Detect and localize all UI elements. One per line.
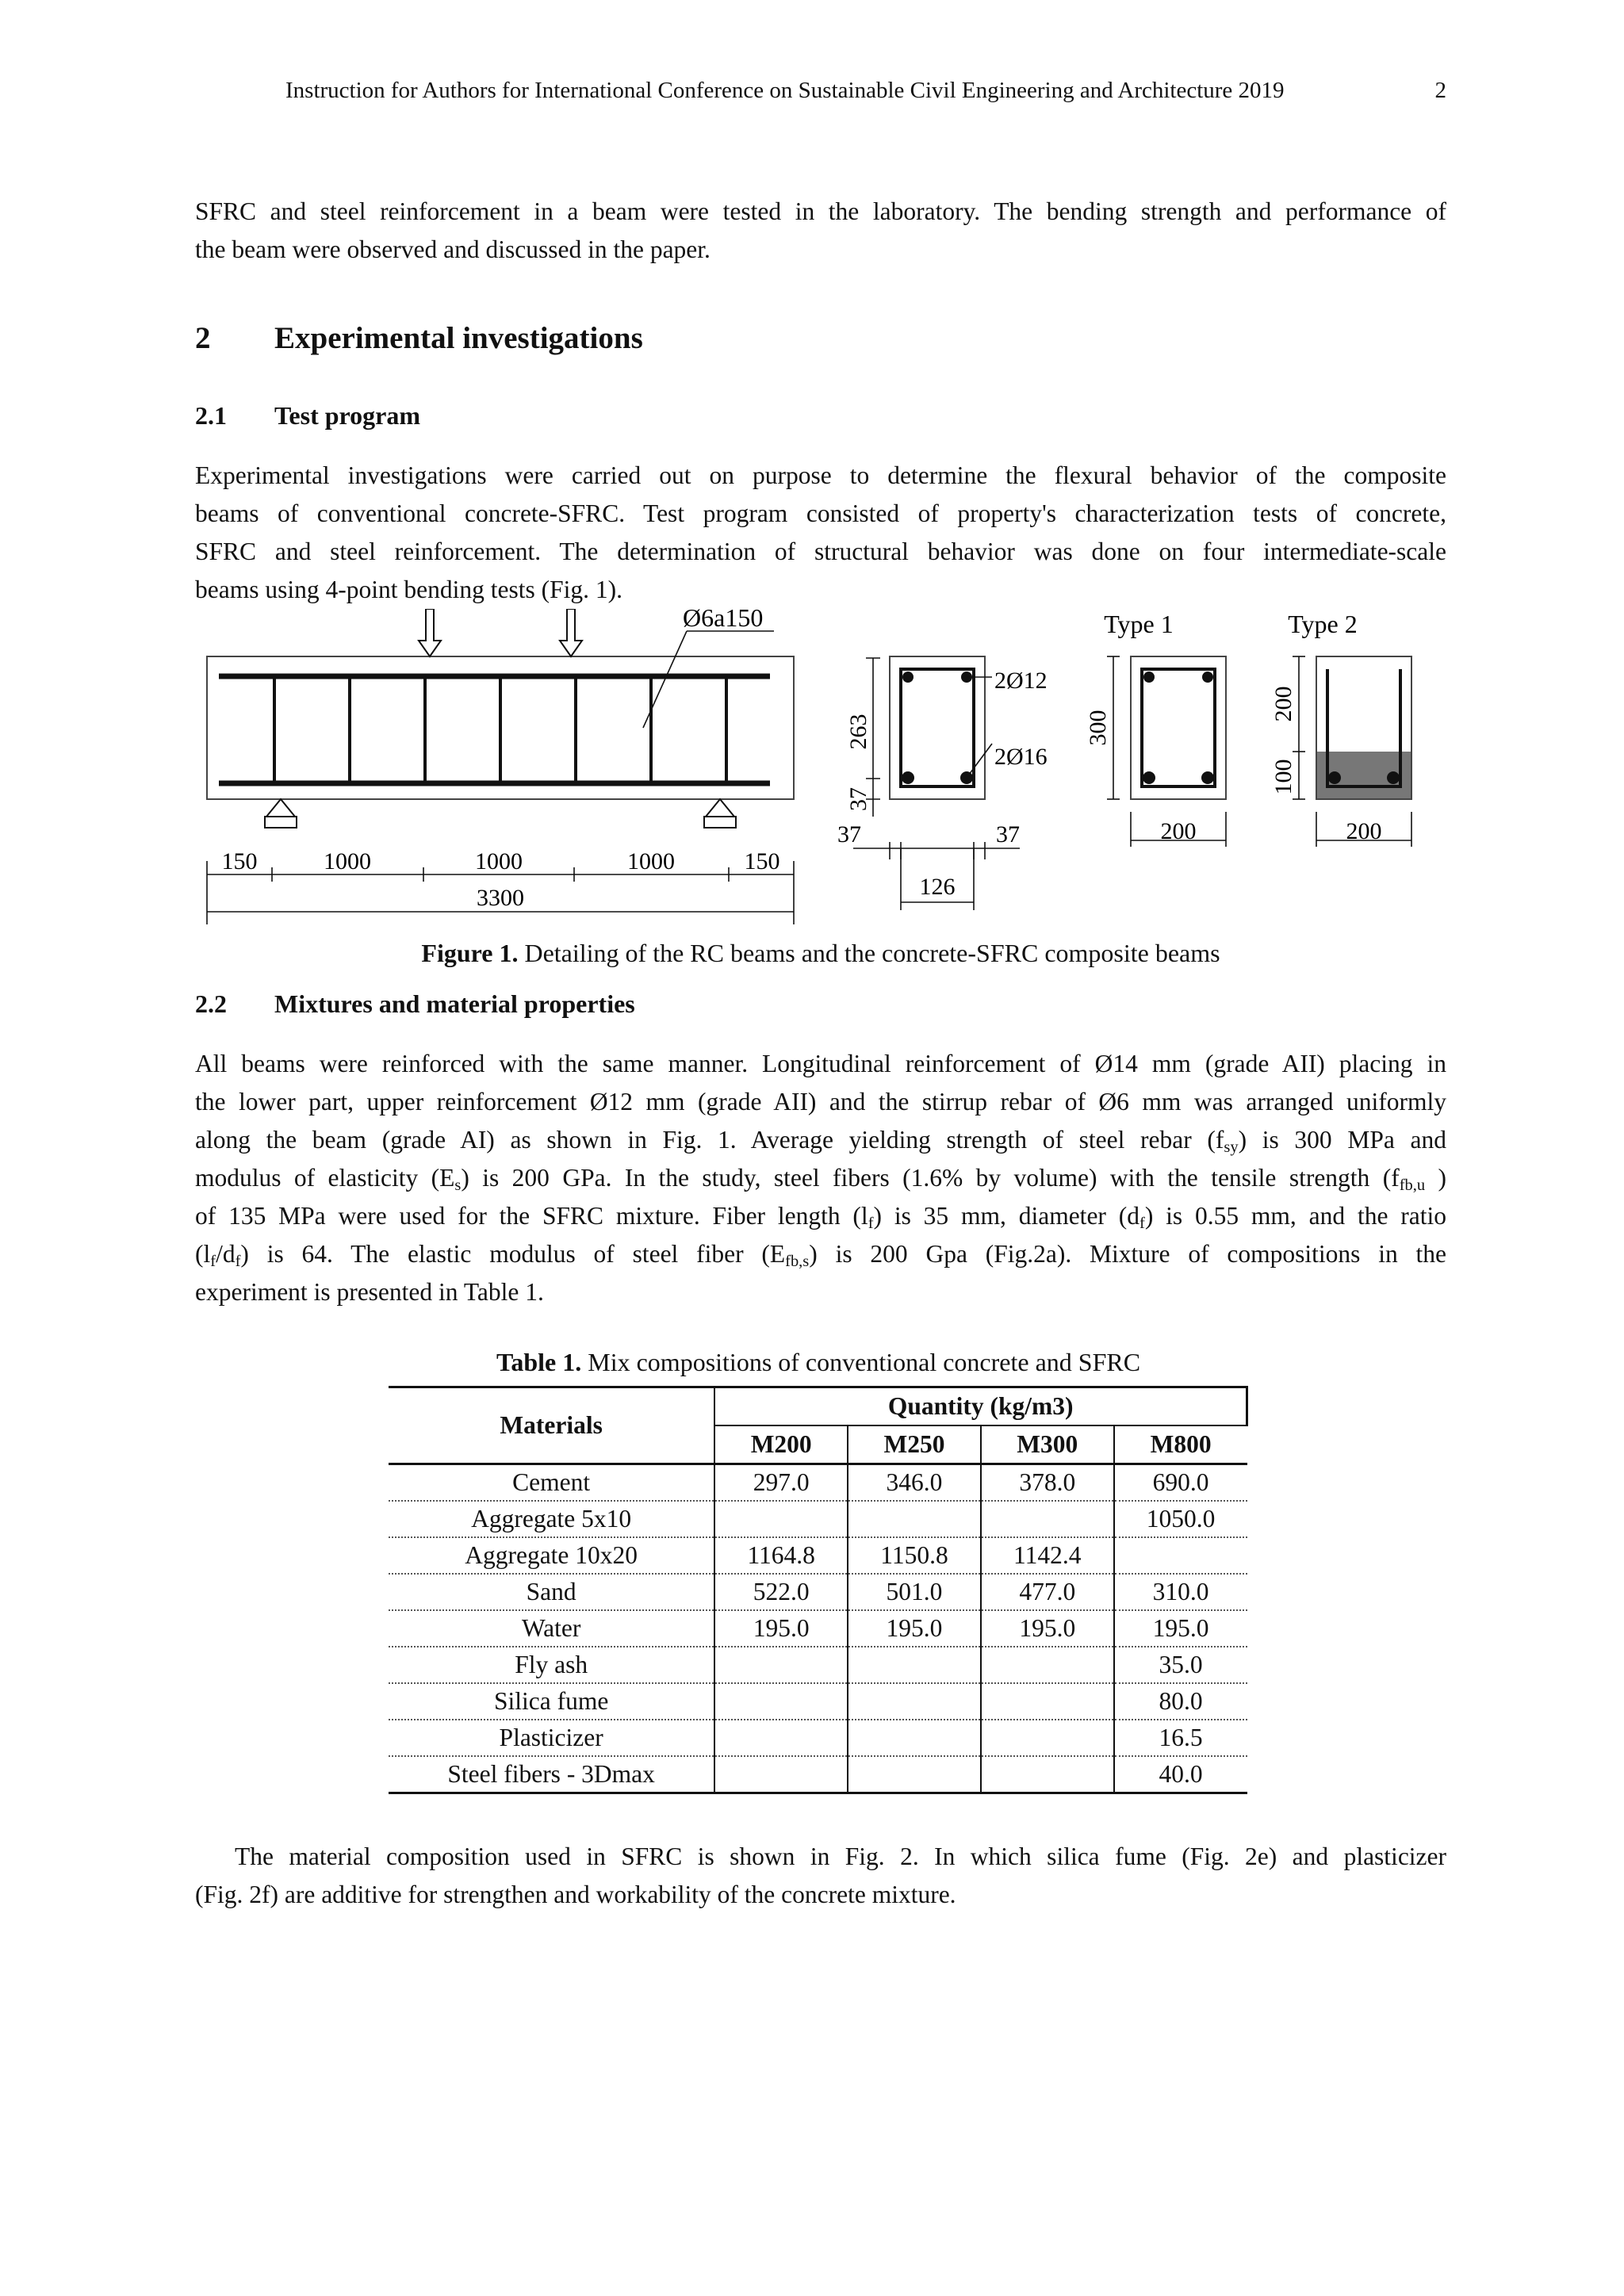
paragraph-line: beams of conventional concrete-SFRC. Test program consisted of property's characterization tests of concrete, (195, 499, 1446, 527)
dim-total-length: 3300 (477, 885, 524, 911)
bottom-bars-label: 2Ø16 (994, 744, 1048, 770)
closing-paragraph (195, 1838, 1446, 1914)
grade-header: M200 (714, 1425, 848, 1464)
table-1-caption (389, 1348, 1248, 1377)
intro-paragraph (195, 193, 1446, 269)
paragraph-line: of 135 MPa were used for the SFRC mixture. Fiber length $(l_f)$ is 35 mm, diameter $(d_f)$ is 0.55 mm, and the ratio (195, 1202, 1446, 1233)
type-2-label: Type 2 (1288, 610, 1358, 638)
test-program-paragraph (195, 457, 1446, 609)
type-2-upper: 200 (1270, 686, 1297, 722)
intro-line: SFRC and steel reinforcement in a beam were tested in the laboratory. The bending strength and performance of (195, 197, 1446, 225)
paragraph-line: modulus of elasticity $(E_s)$ is 200 GPa. In the study, steel fibers (1.6% by volume) with the tensile strength ($f_{fb,u}$ ) (195, 1164, 1446, 1195)
paragraph-line: along the beam (grade AI) as shown in Fig. 1. Average yielding strength of steel rebar $(f_{sy})$ is 300 MPa and (195, 1126, 1446, 1157)
dim-inner-width: 126 (919, 874, 956, 900)
paragraph-line: (Fig. 2f) are additive for strengthen and workability of the concrete mixture. (195, 1881, 956, 1908)
paragraph-line: The material composition used in SFRC is shown in Fig. 2. In which silica fume (Fig. 2e) and plasticizer (235, 1843, 1446, 1870)
figure-1-caption (195, 939, 1446, 968)
beam-cross-section (837, 656, 1048, 910)
grade-header: M800 (1114, 1425, 1247, 1464)
figure-caption-text: Detailing of the RC beams and the concrete-SFRC composite beams (518, 939, 1220, 967)
intro-line: the beam were observed and discussed in the paper. (195, 235, 710, 263)
paragraph-line: beams using 4-point bending tests (Fig. 1). (195, 576, 622, 603)
load-arrows (419, 609, 582, 656)
materials-header: Materials (389, 1387, 714, 1464)
table-row: Aggregate 5x10 1050.0 (389, 1501, 1247, 1537)
subsection-title: Test program (274, 401, 420, 430)
type-2-lower: 100 (1270, 759, 1297, 795)
table-row: Fly ash 35.0 (389, 1647, 1247, 1683)
dim-cover-right: 37 (996, 821, 1020, 848)
quantity-header: Quantity (kg/m3) (714, 1387, 1247, 1426)
type-1-section (1085, 610, 1226, 847)
section-heading-2 (195, 320, 643, 356)
running-head: Instruction for Authors for International Conference on Sustainable Civil Engineering and Architecture 2019 (285, 78, 1285, 103)
paragraph-line: All beams were reinforced with the same manner. Longitudinal reinforcement of Ø14 mm (grade AII) placing in (195, 1050, 1446, 1077)
table-row: Cement 297.0 346.0 378.0 690.0 (389, 1464, 1247, 1502)
table-row: Silica fume 80.0 (389, 1683, 1247, 1720)
dim-span: 150 (744, 848, 780, 874)
dim-span: 1000 (475, 848, 523, 874)
table-row: Water 195.0 195.0 195.0 195.0 (389, 1610, 1247, 1647)
paragraph-line: SFRC and steel reinforcement. The determination of structural behavior was done on four intermediate-scale (195, 538, 1446, 565)
type-1-label: Type 1 (1104, 610, 1174, 638)
dim-span: 1000 (627, 848, 675, 874)
supports (265, 799, 736, 828)
table-caption-label: Table 1. (496, 1348, 582, 1376)
mix-composition-table (389, 1386, 1248, 1794)
dim-cover-left: 37 (837, 821, 861, 848)
subsection-title: Mixtures and material properties (274, 989, 635, 1018)
dim-span: 150 (221, 848, 258, 874)
paragraph-line: experiment is presented in Table 1. (195, 1278, 544, 1306)
paragraph-line: the lower part, upper reinforcement Ø12 mm (grade AII) and the stirrup rebar of Ø6 mm was arranged uniformly (195, 1088, 1446, 1115)
subsection-heading-2-2 (195, 989, 635, 1019)
table-row: Aggregate 10x20 1164.8 1150.8 1142.4 (389, 1537, 1247, 1574)
top-bars-label: 2Ø12 (994, 668, 1048, 694)
figure-caption-label: Figure 1. (421, 939, 519, 967)
stirrup-label: Ø6a150 (683, 609, 764, 632)
type-1-width: 200 (1160, 818, 1197, 844)
section-number: 2 (195, 321, 211, 355)
subsection-heading-2-1 (195, 401, 420, 430)
materials-paragraph (195, 1045, 1446, 1311)
type-2-section (1270, 610, 1411, 847)
dim-cover-bottom: 37 (845, 787, 871, 811)
table-row: Sand 522.0 501.0 477.0 310.0 (389, 1574, 1247, 1610)
type-1-height: 300 (1085, 710, 1111, 746)
grade-header: M300 (981, 1425, 1114, 1464)
grade-header: M250 (848, 1425, 981, 1464)
subsection-number: 2.2 (195, 989, 227, 1018)
paragraph-line: Experimental investigations were carried out on purpose to determine the flexural behavior of the composite (195, 461, 1446, 489)
paragraph-line: $(l_f/d_f)$ is 64. The elastic modulus of steel fiber $(E_{fb,s})$ is 200 Gpa (Fig.2a). Mixture of compositions in the (195, 1240, 1446, 1271)
beam-elevation (207, 609, 794, 924)
figure-1-drawing (203, 609, 1448, 942)
page-number: 2 (1434, 78, 1446, 103)
table-row: Steel fibers - 3Dmax 40.0 (389, 1756, 1247, 1793)
subsection-number: 2.1 (195, 401, 227, 430)
table-caption-text: Mix compositions of conventional concrete and SFRC (581, 1348, 1141, 1376)
section-title: Experimental investigations (274, 321, 643, 355)
dim-span: 1000 (324, 848, 371, 874)
table-row: Plasticizer 16.5 (389, 1720, 1247, 1756)
type-2-width: 200 (1346, 818, 1382, 844)
dim-height-upper: 263 (845, 714, 871, 750)
